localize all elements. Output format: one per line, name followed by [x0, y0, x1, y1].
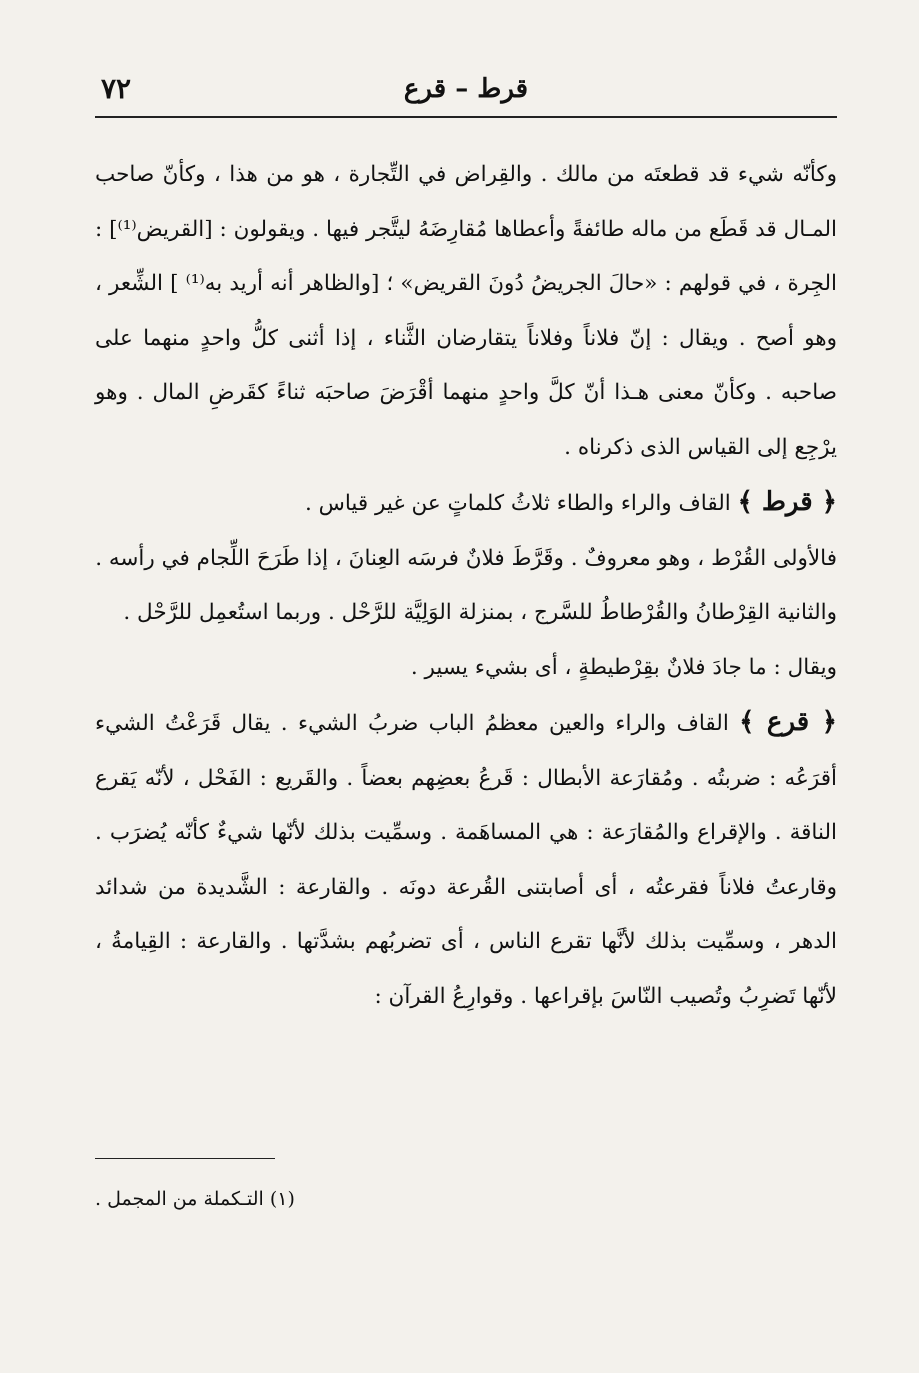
footnote-text: (١) التـكملة من المجمل . — [95, 1188, 295, 1210]
entry-head-qra: ﴿ قرع ﴾ — [739, 707, 837, 737]
footnote-divider — [95, 1158, 275, 1159]
entry-qra — [95, 695, 837, 1024]
running-head: قرط – قرع — [403, 74, 529, 104]
entry-qrt — [95, 475, 837, 532]
footnote — [95, 1188, 837, 1210]
paragraph-1: وكأنّه شيء قد قطعتَه من مالك . والقِراض في التِّجارة ، هو من هذا ، وكأنّ صاحب المـال قد قَطَع من ماله طائفةً وأعطاها مُقارِضَهُ ليتَّجر فيها . ويقولون : [القريض⁽¹⁾] : الجِرة ، في قولهم : «حالَ الجريضُ دُونَ القريض» ؛ [والظاهر أنه أريد به⁽¹⁾ ] الشِّعر ، وهو أصح . ويقال : إنّ فلاناً وفلاناً يتقارضان الثَّناء ، إذا أثنى كلُّ واحدٍ منهما على صاحبه . وكأنّ معنى هـذا أنّ كلَّ واحدٍ منهما أقْرَضَ صاحبَه ثناءً كقَرضِ المال . وهو يرْجِع إلى القياس الذى ذكرناه . — [95, 162, 837, 460]
paragraph-2: فالأولى القُرْط ، وهو معروفٌ . وقَرَّطَ فلانٌ فرسَه العِنانَ ، إذا طَرَحَ اللِّجام في رأسه . — [95, 545, 837, 571]
page-header — [95, 62, 837, 118]
page-number: ٧٢ — [101, 72, 132, 105]
paragraph-3: والثانية القِرْطانُ والقُرْطاطُ للسَّرج ، بمنزلة الوَلِيَّة للرَّحْل . وربما استُعمِل للرَّحْل . — [123, 600, 837, 625]
paragraph-4: ويقال : ما جادَ فلانٌ بقِرْطيطةٍ ، أى بشيء يسير . — [410, 654, 837, 680]
body-text — [95, 148, 837, 1024]
entry-intro-qrt: القاف والراء والطاء ثلاثُ كلماتٍ عن غير قياس . — [304, 491, 731, 516]
entry-intro-qra: القاف والراء والعين معظمُ الباب ضربُ الشيء . يقال قَرَعْتُ الشيء أقرَعُه : ضربتُه . ومُقارَعة الأبطال : قَرعُ بعضِهم بعضاً . والقَريع : الفَحْل ، لأنّه يَقرع الناقة . والإقراع والمُقارَعة : هي المساهَمة . وسمِّيت بذلك لأنّها شيءٌ كأنّه يُضرَب . وقارعتُ فلاناً فقرعتُه ، أى أصابتنى القُرعة دونَه . والقارعة : الشَّديدة من شدائد الدهر ، وسمِّيت بذلك لأنَّها تقرع الناس ، أى تضربُهم بشدَّتها . والقارعة : القِيامةُ ، لأنّها تَضرِبُ وتُصيب النّاسَ بإقراعها . وقوارِعُ القرآن : — [95, 711, 837, 1009]
entry-head-qrt: ﴿ قرط ﴾ — [737, 487, 837, 517]
